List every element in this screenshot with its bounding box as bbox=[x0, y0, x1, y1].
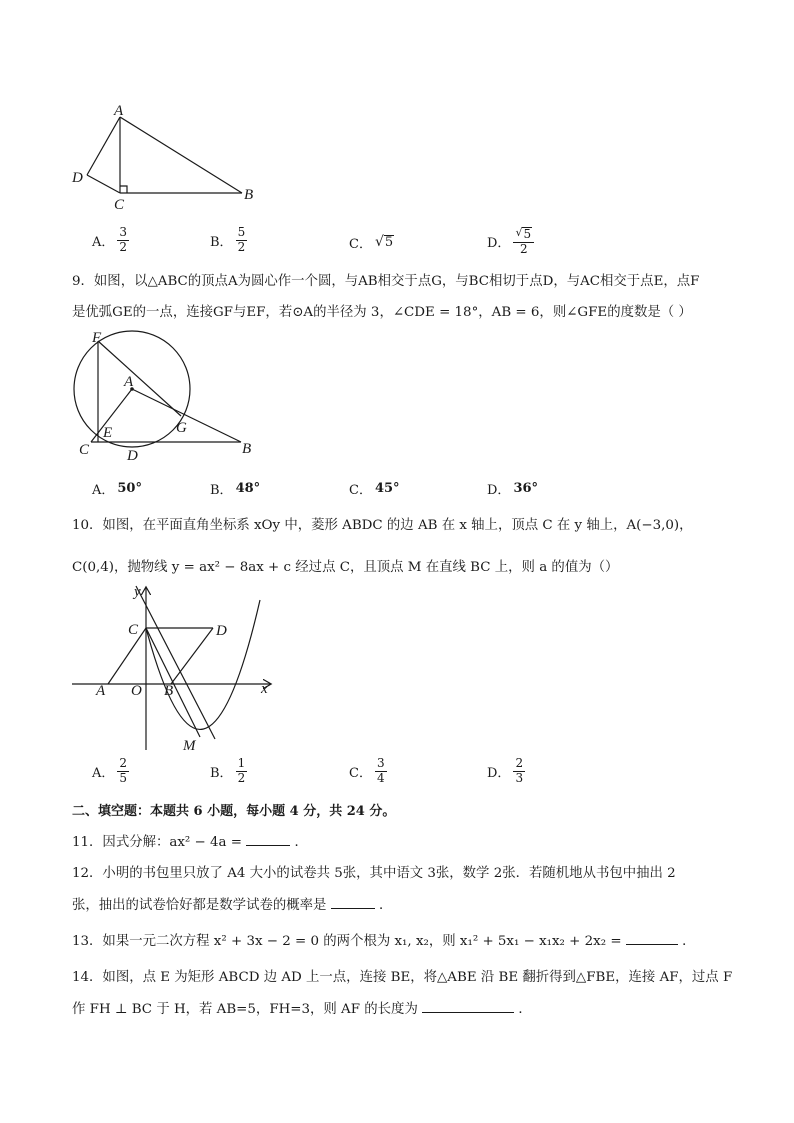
q10-line-2: C(0,4)，抛物线 y = ax² − 8ax + c 经过点 C，且顶点 M 在直线 BC 上，则 a 的值为（） bbox=[72, 560, 619, 575]
q14-line-2 bbox=[72, 998, 532, 1017]
q8-option-b[interactable] bbox=[210, 226, 247, 255]
q9-option-a[interactable] bbox=[92, 479, 142, 498]
label-F: F bbox=[92, 330, 102, 346]
numerator: 3 bbox=[376, 756, 385, 770]
numerator: 3 bbox=[119, 225, 128, 239]
option-letter: B． bbox=[210, 765, 233, 781]
numerator: 1 bbox=[237, 756, 246, 770]
q9-circle-figure bbox=[70, 328, 270, 463]
q9-line-1: 9．如图，以△ABC的顶点A为圆心作一个圆，与AB相交于点G，与BC相切于点D，与AC相交于点E，点F bbox=[72, 274, 700, 289]
label-D: D bbox=[72, 170, 83, 186]
label-A: A bbox=[96, 683, 106, 699]
q13-text: 13．如果一元二次方程 x² + 3x − 2 = 0 的两个根为 x₁, x₂，则 x₁² + 5x₁ − x₁x₂ + 2x₂ = bbox=[72, 934, 622, 949]
q12-line-1: 12．小明的书包里只放了 A4 大小的试卷共 5张，其中语文 3张，数学 2张．若随机地从书包中抽出 2 bbox=[72, 866, 676, 881]
label-x: x bbox=[261, 681, 268, 697]
q11-end: ． bbox=[294, 835, 308, 850]
section-heading: 二、填空题：本题共 6 小题，每小题 4 分，共 24 分。 bbox=[72, 804, 396, 819]
q10-option-b[interactable] bbox=[210, 757, 247, 786]
q8-option-a[interactable] bbox=[92, 226, 129, 255]
q10-coordinate-figure bbox=[70, 582, 280, 754]
option-letter: B． bbox=[210, 483, 233, 498]
option-letter: A． bbox=[92, 765, 115, 781]
q11 bbox=[72, 831, 308, 850]
option-letter: D． bbox=[487, 765, 511, 781]
q10-line-1: 10．如图，在平面直角坐标系 xOy 中，菱形 ABDC 的边 AB 在 x 轴上，顶点 C 在 y 轴上，A(−3,0)， bbox=[72, 518, 693, 533]
q13-answer-blank[interactable] bbox=[626, 932, 678, 945]
label-E: E bbox=[103, 425, 113, 441]
q14-end: ． bbox=[518, 1002, 532, 1017]
q12-text: 张，抽出的试卷恰好都是数学试卷的概率是 bbox=[72, 898, 327, 913]
fraction bbox=[236, 757, 248, 786]
numerator: 2 bbox=[515, 756, 524, 770]
option-text: 36° bbox=[513, 481, 539, 496]
denominator: 3 bbox=[515, 770, 524, 785]
option-letter: C． bbox=[349, 765, 372, 781]
label-D: D bbox=[216, 623, 227, 639]
option-letter: B． bbox=[210, 234, 233, 250]
label-C: C bbox=[114, 197, 125, 213]
q10-option-c[interactable] bbox=[349, 757, 387, 786]
q14-text: 作 FH ⊥ BC 于 H，若 AB=5，FH=3，则 AF 的长度为 bbox=[72, 1002, 418, 1017]
numerator: 2 bbox=[119, 756, 128, 770]
q12-line-2 bbox=[72, 894, 392, 913]
q10-option-d[interactable] bbox=[487, 757, 525, 786]
q13-end: ． bbox=[682, 934, 696, 949]
numerator: 5 bbox=[237, 225, 246, 239]
denominator: 2 bbox=[237, 239, 246, 254]
radicand: 5 bbox=[523, 227, 532, 241]
q9-option-b[interactable] bbox=[210, 479, 260, 498]
label-M: M bbox=[183, 738, 196, 754]
fraction bbox=[117, 226, 129, 255]
label-A: A bbox=[124, 374, 134, 390]
label-B: B bbox=[244, 187, 254, 203]
fraction bbox=[236, 226, 248, 255]
label-A: A bbox=[114, 103, 124, 119]
denominator: 5 bbox=[119, 770, 128, 785]
option-text: 45° bbox=[374, 481, 400, 496]
fraction bbox=[375, 757, 387, 786]
option-letter: C． bbox=[349, 237, 372, 252]
label-G: G bbox=[176, 420, 187, 436]
denominator: 2 bbox=[237, 770, 246, 785]
q9-option-c[interactable] bbox=[349, 479, 400, 498]
fraction bbox=[513, 757, 525, 786]
label-D: D bbox=[127, 448, 138, 463]
label-y: y bbox=[134, 584, 141, 600]
denominator: 4 bbox=[376, 770, 385, 785]
q12-answer-blank[interactable] bbox=[331, 896, 375, 909]
label-C: C bbox=[128, 622, 139, 638]
q8-option-c[interactable] bbox=[349, 233, 394, 252]
option-letter: D． bbox=[487, 235, 511, 251]
option-letter: A． bbox=[92, 234, 115, 250]
q14-line-1: 14．如图，点 E 为矩形 ABCD 边 AD 上一点，连接 BE，将△ABE 沿 BE 翻折得到△FBE，连接 AF，过点 F bbox=[72, 970, 733, 985]
option-text: 50° bbox=[117, 481, 142, 496]
q8-triangle-figure bbox=[66, 100, 266, 215]
radicand: 5 bbox=[384, 234, 394, 250]
option-letter: D． bbox=[487, 483, 511, 498]
option-letter: C． bbox=[349, 483, 372, 498]
q9-line-2: 是优弧GE的一点，连接GF与EF，若⊙A的半径为 3，∠CDE = 18°，AB = 6，则∠GFE的度数是（ ） bbox=[72, 305, 692, 320]
label-O: O bbox=[131, 683, 142, 699]
q13 bbox=[72, 930, 696, 949]
q10-option-a[interactable] bbox=[92, 757, 129, 786]
denominator: 2 bbox=[119, 239, 128, 254]
q11-text: 11．因式分解：ax² − 4a = bbox=[72, 835, 242, 850]
q9-option-d[interactable] bbox=[487, 479, 538, 498]
option-text: 48° bbox=[235, 481, 261, 496]
fraction: √ 5 2 bbox=[513, 226, 534, 257]
denominator: 2 bbox=[519, 241, 528, 256]
option-letter: A． bbox=[92, 483, 115, 498]
q14-answer-blank[interactable] bbox=[422, 1000, 514, 1013]
label-C: C bbox=[79, 442, 90, 458]
square-root: √ 5 bbox=[374, 233, 394, 250]
label-B: B bbox=[242, 441, 252, 457]
q11-answer-blank[interactable] bbox=[246, 833, 290, 846]
fraction bbox=[117, 757, 129, 786]
q8-option-d[interactable] bbox=[487, 226, 534, 257]
label-B: B bbox=[164, 683, 174, 699]
q12-end: ． bbox=[378, 898, 393, 913]
